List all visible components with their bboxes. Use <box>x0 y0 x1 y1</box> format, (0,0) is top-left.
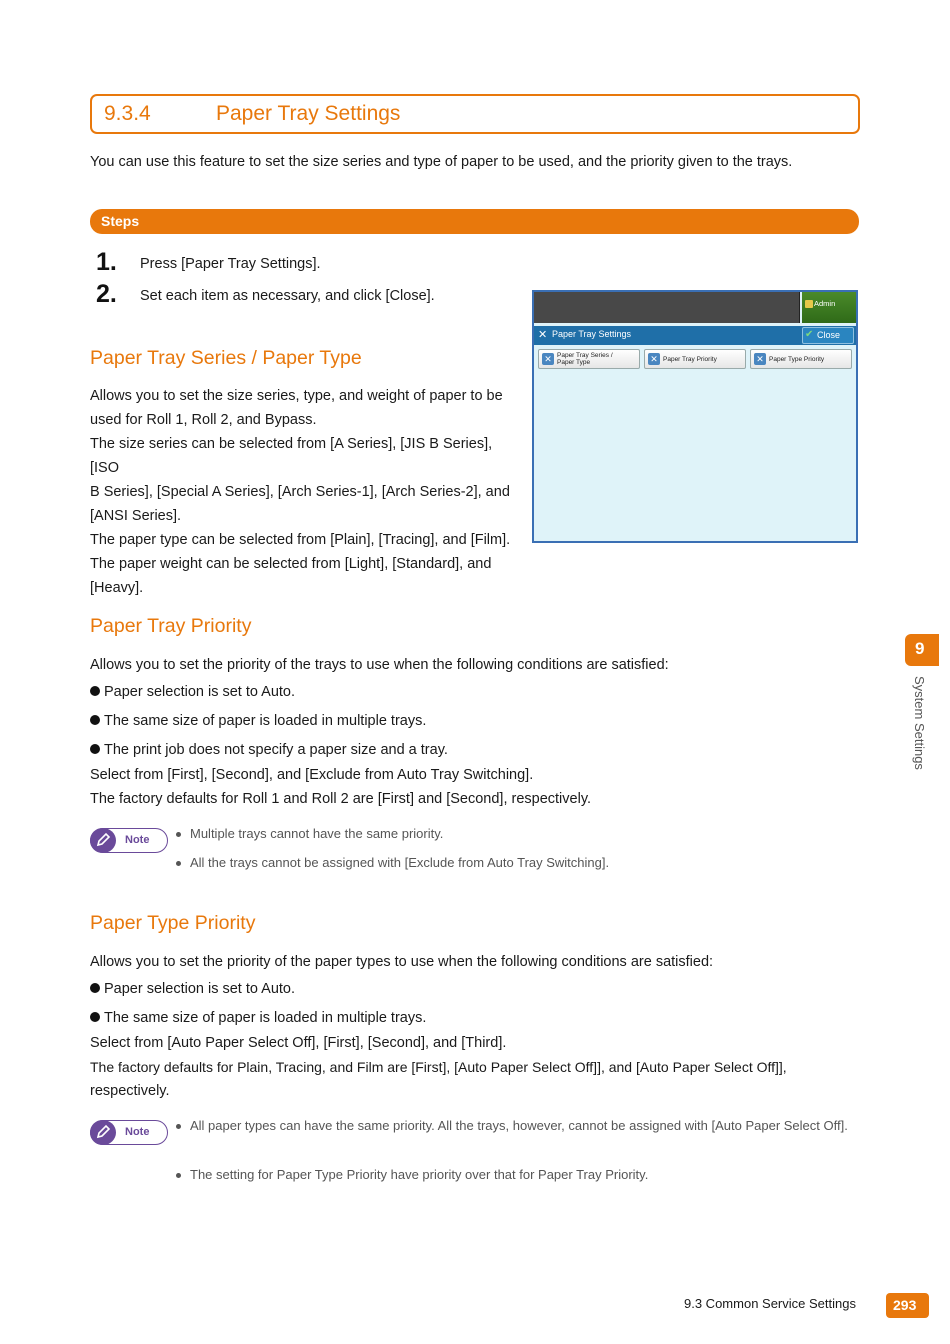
steps-bar <box>90 209 859 234</box>
footer-section: 9.3 Common Service Settings <box>684 1296 856 1311</box>
bullet-icon <box>176 1173 181 1178</box>
type-priority-details: Select from [Auto Paper Select Off], [First], [Second], and [Third]. The factory defaults for Plain, Tracing, and Film are [First], [Auto Paper Select Off]], and [Auto Paper Select Off]], respectively. <box>90 1035 787 1099</box>
screen-screenshot <box>532 290 858 543</box>
paper-type-priority-button[interactable] <box>750 349 852 369</box>
tray-priority-heading: Paper Tray Priority <box>90 615 252 637</box>
check-icon: ✔ <box>805 329 814 340</box>
button-label: Paper Type Priority <box>769 356 825 363</box>
admin-label: Admin <box>814 299 836 308</box>
pencil-icon <box>90 1120 116 1145</box>
note-item: Multiple trays cannot have the same priority. <box>176 824 856 844</box>
bullet-icon <box>176 1124 181 1129</box>
step-number: 1. <box>96 248 117 276</box>
screen-top-bar <box>534 292 800 323</box>
series-heading: Paper Tray Series / Paper Type <box>90 347 362 369</box>
page-number-badge <box>886 1293 929 1318</box>
step-text: Press [Paper Tray Settings]. <box>140 256 321 272</box>
tray-priority-intro: Allows you to set the priority of the trays to use when the following conditions are satisfied: <box>90 657 669 673</box>
tools-icon: ✕ <box>538 329 548 341</box>
paper-tray-series-button[interactable] <box>538 349 640 369</box>
pencil-icon <box>90 828 116 853</box>
note-label: Note <box>125 834 150 846</box>
list-item: The print job does not specify a paper size and a tray. <box>90 742 448 758</box>
admin-button[interactable] <box>802 292 856 323</box>
section-header <box>90 94 860 134</box>
list-item: The same size of paper is loaded in multiple trays. <box>90 713 426 729</box>
series-description: Allows you to set the size series, type, and weight of paper to be used for Roll 1, Roll 2, and Bypass. The size series can be selected from [A Series], [JIS B Series], [ISO B Series], [Special A Series], [Arch Series-1], [Arch Series-2], and [ANSI Series]. The paper type can be selected from [Plain], [Tracing], and [Film]. The paper weight can be selected from [Light], [Standard], and [Heavy]. <box>90 388 511 596</box>
steps-label: Steps <box>101 213 140 229</box>
admin-icon <box>805 300 813 308</box>
bullet-icon <box>90 715 100 725</box>
note-item: The setting for Paper Type Priority have priority over that for Paper Tray Priority. <box>176 1165 856 1185</box>
tools-icon: ✕ <box>754 353 766 365</box>
section-title: Paper Tray Settings <box>216 102 401 125</box>
bullet-icon <box>90 686 100 696</box>
bullet-icon <box>176 832 181 837</box>
note-badge <box>90 828 168 853</box>
screen-title: Paper Tray Settings <box>552 329 632 339</box>
section-number: 9.3.4 <box>104 102 151 125</box>
bullet-icon <box>176 861 181 866</box>
close-label: Close <box>817 330 841 340</box>
page-number: 293 <box>893 1297 917 1313</box>
tools-icon: ✕ <box>542 353 554 365</box>
button-label: Paper Tray Series / Paper Type <box>557 352 613 366</box>
type-priority-heading: Paper Type Priority <box>90 912 256 934</box>
list-item: The same size of paper is loaded in multiple trays. <box>90 1010 426 1026</box>
note-item: All paper types can have the same priority. All the trays, however, cannot be assigned with [Auto Paper Select Off]. <box>176 1116 856 1136</box>
bullet-icon <box>90 983 100 993</box>
step-number: 2. <box>96 280 117 308</box>
note-label: Note <box>125 1126 150 1138</box>
chapter-tab <box>905 634 939 666</box>
chapter-number: 9 <box>915 639 925 658</box>
tools-icon: ✕ <box>648 353 660 365</box>
button-label: Paper Tray Priority <box>663 356 717 363</box>
note-item: All the trays cannot be assigned with [Exclude from Auto Tray Switching]. <box>176 853 856 873</box>
intro-text: You can use this feature to set the size series and type of paper to be used, and the priority given to the trays. <box>90 154 793 170</box>
chapter-label: System Settings <box>912 676 927 770</box>
tray-priority-details: Select from [First], [Second], and [Exclude from Auto Tray Switching]. The factory defaults for Roll 1 and Roll 2 are [First] and [Second], respectively. <box>90 767 592 807</box>
bullet-icon <box>90 744 100 754</box>
list-item: Paper selection is set to Auto. <box>90 684 295 700</box>
bullet-icon <box>90 1012 100 1022</box>
paper-tray-priority-button[interactable] <box>644 349 746 369</box>
step-text: Set each item as necessary, and click [Close]. <box>140 288 435 304</box>
type-priority-intro: Allows you to set the priority of the paper types to use when the following conditions are satisfied: <box>90 954 714 970</box>
list-item: Paper selection is set to Auto. <box>90 981 295 997</box>
close-button[interactable] <box>802 327 854 344</box>
note-badge <box>90 1120 168 1145</box>
